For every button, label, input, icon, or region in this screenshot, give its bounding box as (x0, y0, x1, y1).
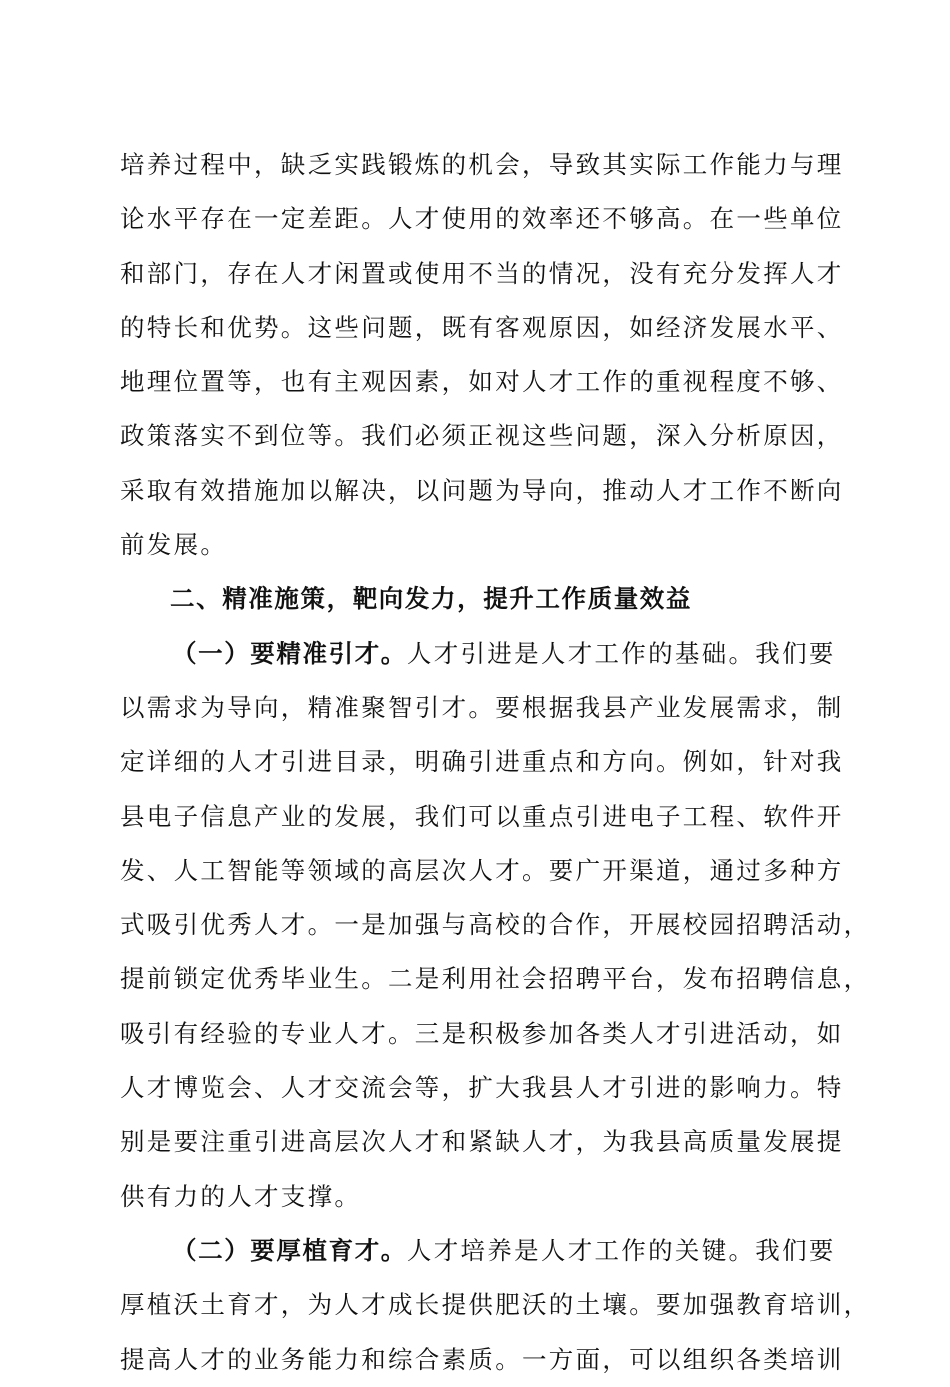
body-text: 人才引进是人才工作的基础。我们要 (406, 638, 836, 668)
body-line: 政策落实不到位等。我们必须正视这些问题，深入分析原因， (120, 421, 844, 451)
body-line: 供有力的人才支撑。 (120, 1181, 362, 1211)
body-line: 地理位置等，也有主观因素，如对人才工作的重视程度不够、 (120, 367, 844, 397)
body-line: 培养过程中，缺乏实践锻炼的机会，导致其实际工作能力与理 (120, 150, 844, 179)
document-body (120, 138, 871, 1387)
body-line: 的特长和优势。这些问题，既有客观原因，如经济发展水平、 (120, 312, 844, 342)
body-line: 吸引有经验的专业人才。三是积极参加各类人才引进活动，如 (120, 1018, 844, 1048)
body-line: 别是要注重引进高层次人才和紧缺人才，为我县高质量发展提 (120, 1127, 844, 1157)
body-line: 论水平存在一定差距。人才使用的效率还不够高。在一些单位 (120, 204, 844, 234)
body-line: 前发展。 (120, 530, 228, 560)
body-line: 提高人才的业务能力和综合素质。一方面，可以组织各类培训 (120, 1344, 844, 1374)
body-line: 式吸引优秀人才。一是加强与高校的合作，开展校园招聘活动， (120, 910, 871, 940)
body-line: 县电子信息产业的发展，我们可以重点引进电子工程、软件开 (120, 801, 844, 831)
body-line: 采取有效措施加以解决，以问题为导向，推动人才工作不断向 (120, 475, 844, 505)
body-line: 以需求为导向，精准聚智引才。要根据我县产业发展需求，制 (120, 692, 844, 722)
subsection-title: （二）要厚植育才。 (172, 1235, 407, 1265)
body-line: 提前锁定优秀毕业生。二是利用社会招聘平台，发布招聘信息， (120, 964, 871, 994)
subsection-first-line (120, 627, 836, 681)
subsection-first-line (120, 1224, 836, 1278)
body-text: 人才培养是人才工作的关键。我们要 (406, 1235, 836, 1265)
body-line: 和部门，存在人才闲置或使用不当的情况，没有充分发挥人才 (120, 258, 844, 288)
section-heading: 二、精准施策，靶向发力，提升工作质量效益 (170, 584, 692, 614)
body-line: 厚植沃土育才，为人才成长提供肥沃的土壤。要加强教育培训， (120, 1290, 871, 1320)
subsection-title: （一）要精准引才。 (172, 638, 407, 668)
body-line: 发、人工智能等领域的高层次人才。要广开渠道，通过多种方 (120, 855, 844, 885)
body-line: 人才博览会、人才交流会等，扩大我县人才引进的影响力。特 (120, 1073, 844, 1103)
body-line: 定详细的人才引进目录，明确引进重点和方向。例如，针对我 (120, 747, 844, 777)
